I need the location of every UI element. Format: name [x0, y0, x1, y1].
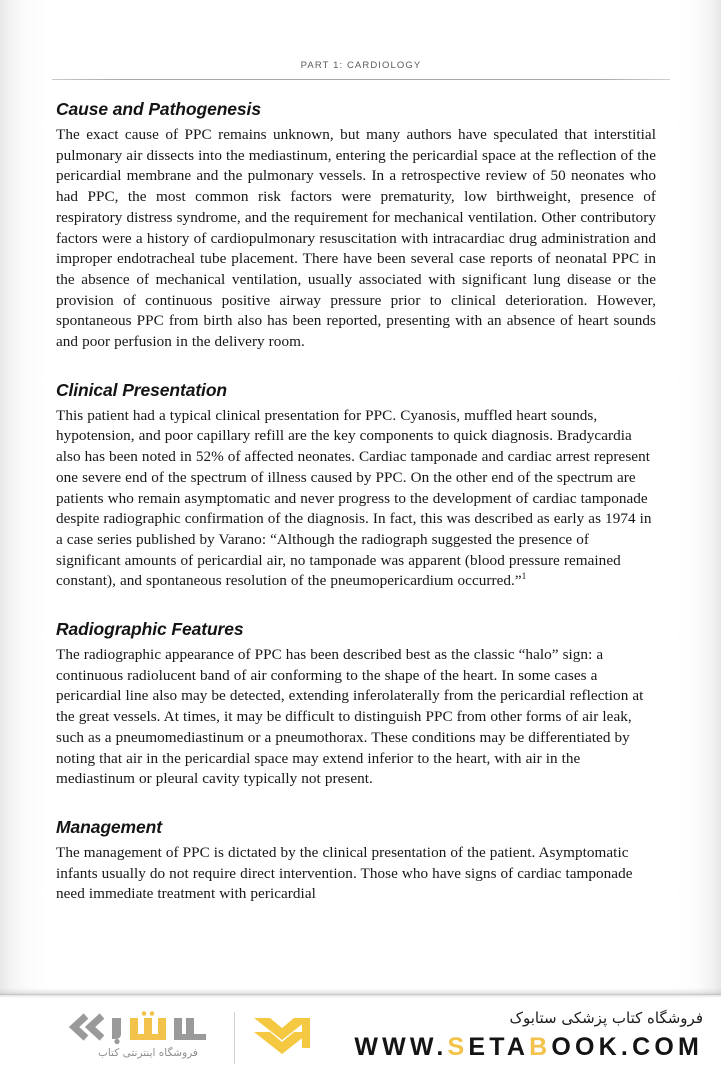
- brand-divider: [234, 1012, 235, 1064]
- text-column: [56, 99, 656, 905]
- section-body-cause-and-pathogenesis: The exact cause of PPC remains unknown, but many authors have speculated that interstitial pulmonary air dissects into the mediastinum, entering the pericardial space at the reflection of the pericardial membrane and the pulmonary vessels. In a retrospective review of 50 neonates who had PPC, the most common risk factors were prematurity, low birthweight, presence of respiratory distress syndrome, and the requirement for mechanical ventilation. Other contributory factors were a history of cardiopulmonary resuscitation with intracardiac drug administration and improper endotracheal tube placement. There have been several case reports of neonatal PPC in the absence of mechanical ventilation, usually associated with significant lung disease or the provision of continuous positive airway pressure prior to clinical deterioration. However, spontaneous PPC from birth also has been reported, presenting with an absence of heart sounds and poor perfusion in the delivery room.: [56, 126, 656, 351]
- brand-logo-subtitle: فروشگاه اینترنتی کتاب: [98, 1047, 198, 1059]
- brand-tagline-fa: فروشگاه کتاب پزشکی ستابوک: [509, 1009, 703, 1027]
- header-rule: [52, 79, 670, 80]
- url-part-1: S: [447, 1033, 469, 1061]
- brand-text-block[interactable]: [273, 1007, 703, 1062]
- section-body-clinical-presentation: [56, 406, 656, 592]
- url-part-4: OOK.COM: [551, 1033, 703, 1061]
- section-body-management: The management of PPC is dictated by the clinical presentation of the patient. Asymptomatic infants usually do not require direct intervention. Those who have signs of cardiac tamponade need immediate treatment with pericardial: [56, 843, 633, 903]
- footnote-marker: 1: [521, 572, 527, 583]
- section-heading-clinical-presentation: Clinical Presentation: [56, 379, 228, 400]
- section-heading-radiographic-features: Radiographic Features: [56, 619, 244, 640]
- url-part-3: B: [529, 1033, 552, 1061]
- section-body-radiographic-features: The radiographic appearance of PPC has been described best as the classic “halo” sign: a continuous radiolucent band of air conforming to the shape of the heart. In some cases a pericardial line also may be detected, extending inferolaterally from the pericardial reflection at the great vessels. At times, it may be difficult to distinguish PPC from other forms of air leak, such as a pneumomediastinum or a pneumothorax. These conditions may be differentiated by noting that air in the pericardial space may extend inferior to the heart, with air in the mediastinum or pleural cavity typically not present.: [56, 646, 644, 788]
- running-head: PART 1: CARDIOLOGY: [300, 60, 422, 71]
- brand-logo-block[interactable]: [38, 1008, 298, 1068]
- page-bottom-cut: [0, 988, 721, 995]
- brand-logotype-icon: [68, 1010, 228, 1046]
- url-part-2: ETA: [468, 1033, 530, 1061]
- site-footer-banner: [0, 995, 721, 1080]
- brand-website-url[interactable]: [273, 1033, 703, 1062]
- section-heading-cause-and-pathogenesis: Cause and Pathogenesis: [56, 99, 261, 119]
- url-part-0: WWW.: [354, 1033, 448, 1061]
- section-body-clinical-presentation-text: This patient had a typical clinical presentation for PPC. Cyanosis, muffled heart sounds, hypotension, and poor capillary refill are the key components to quick diagnosis. Bradycardia also has been noted in 52% of affected neonates. Cardiac tamponade and cardiac arrest represent one severe end of the spectrum of illness caused by PPC. On the other end of the spectrum are patients who remain asymptomatic and never progress to the development of cardiac tamponade despite radiographic confirmation of the diagnosis. In fact, this was described as early as 1974 in a case series published by Varano: “Although the radiograph suggested the presence of significant amounts of pericardial air, no tamponade was apparent (blood pressure remained constant), and spontaneous resolution of the pneumopericardium occurred.”: [56, 406, 652, 590]
- section-heading-management: Management: [56, 816, 162, 837]
